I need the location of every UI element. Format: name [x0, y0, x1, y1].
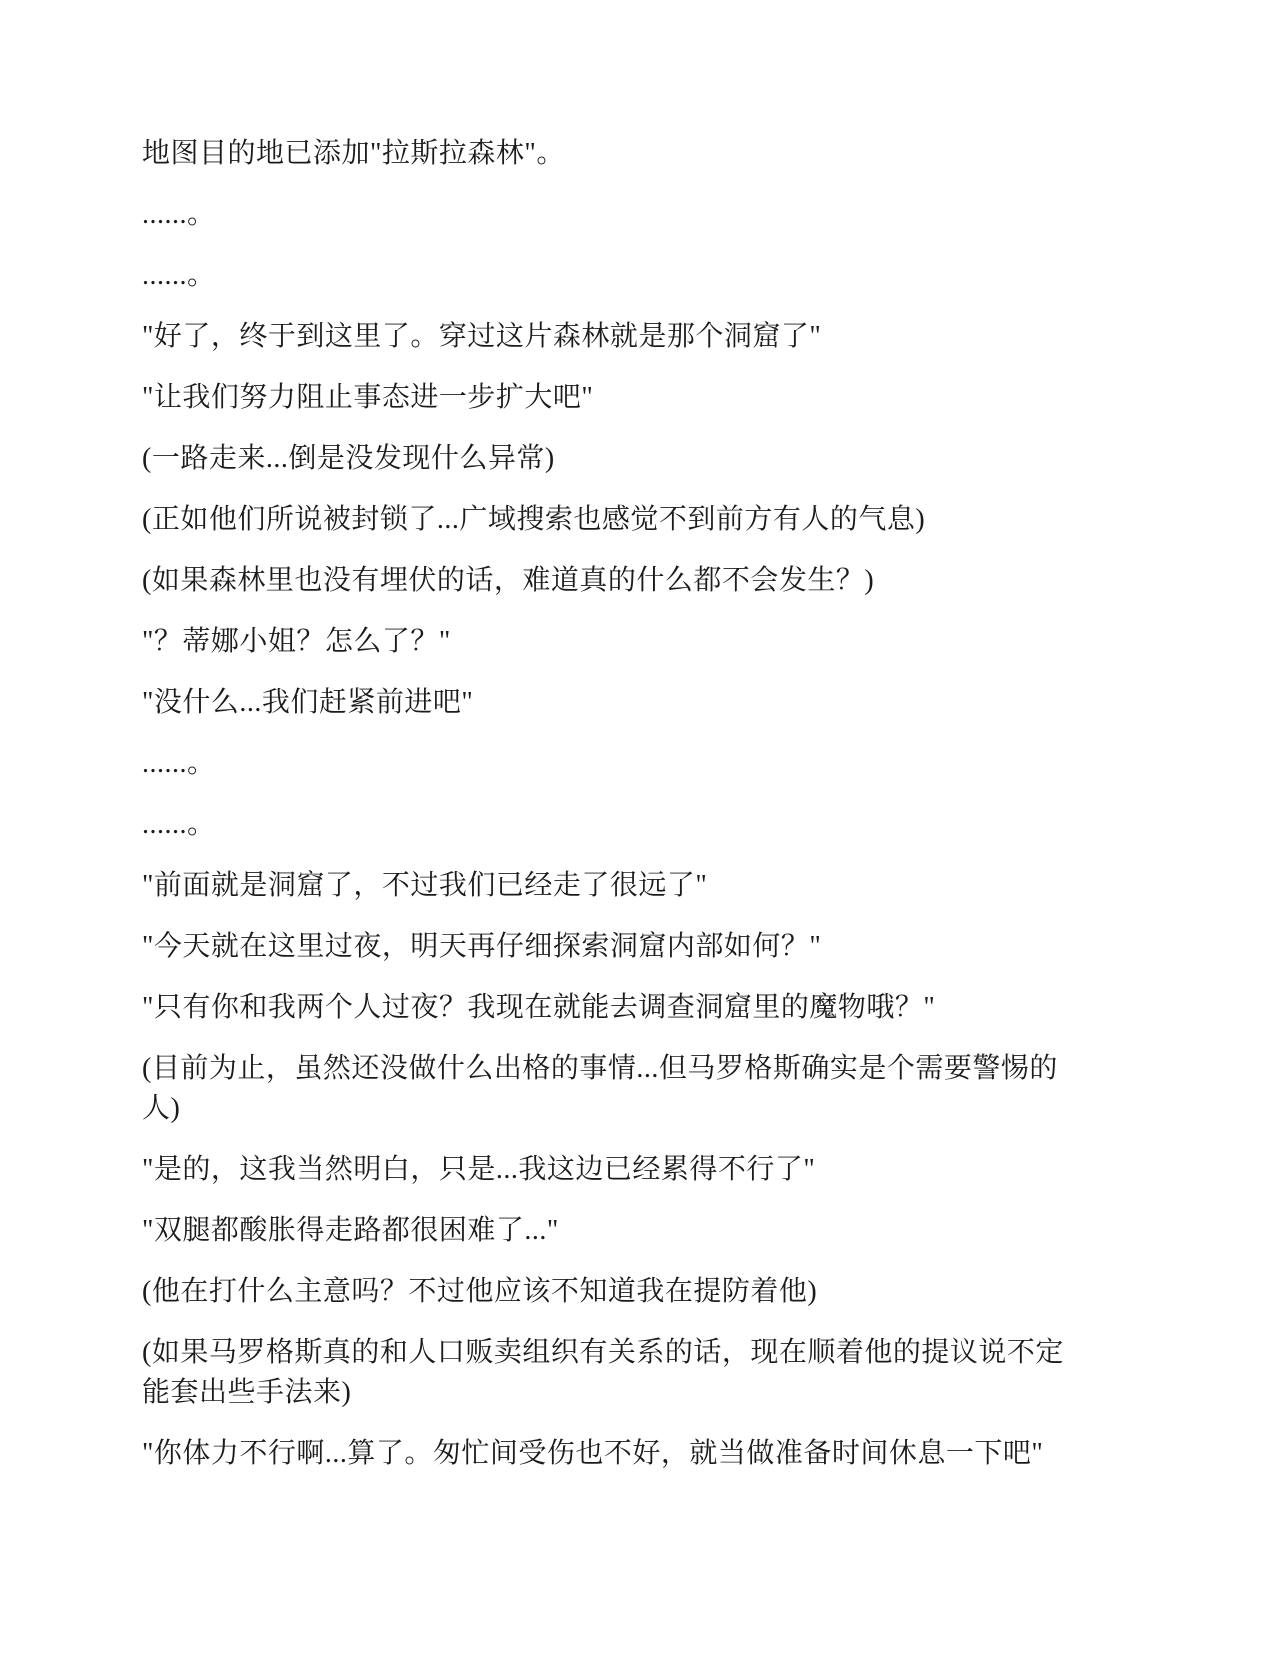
paragraph-dialogue: "让我们努力阻止事态进一步扩大吧"	[142, 382, 594, 413]
paragraph-dialogue: "今天就在这里过夜，明天再仔细探索洞窟内部如何？"	[142, 931, 822, 962]
paragraph-monologue: (一路走来...倒是没发现什么异常)	[142, 443, 555, 474]
paragraph-ellipsis: ......。	[142, 260, 216, 291]
paragraph-dialogue: "没什么...我们赶紧前进吧"	[142, 687, 474, 718]
paragraph-monologue: (他在打什么主意吗？不过他应该不知道我在提防着他)	[142, 1276, 818, 1307]
paragraph-monologue: (目前为止，虽然还没做什么出格的事情...但马罗格斯确实是个需要警惕的人)	[142, 1053, 1058, 1124]
paragraph-dialogue: "好了，终于到这里了。穿过这片森林就是那个洞窟了"	[142, 321, 822, 352]
paragraph-dialogue: "？蒂娜小姐？怎么了？"	[142, 626, 451, 657]
paragraph-dialogue: "前面就是洞窟了，不过我们已经走了很远了"	[142, 870, 708, 901]
paragraph-dialogue: "你体力不行啊...算了。匆忙间受伤也不好，就当做准备时间休息一下吧"	[142, 1438, 1044, 1469]
paragraph-monologue: (如果马罗格斯真的和人口贩卖组织有关系的话，现在顺着他的提议说不定能套出些手法来)	[142, 1337, 1064, 1408]
paragraph-ellipsis: ......。	[142, 748, 216, 779]
paragraph-ellipsis: ......。	[142, 199, 216, 230]
paragraph-dialogue: "只有你和我两个人过夜？我现在就能去调查洞窟里的魔物哦？"	[142, 992, 936, 1023]
paragraph-dialogue: "双腿都酸胀得走路都很困难了..."	[142, 1215, 559, 1246]
paragraph-monologue: (正如他们所说被封锁了...广域搜索也感觉不到前方有人的气息)	[142, 504, 926, 535]
paragraph-map-destination: 地图目的地已添加"拉斯拉森林"。	[142, 138, 565, 169]
paragraph-monologue: (如果森林里也没有埋伏的话，难道真的什么都不会发生？)	[142, 565, 875, 596]
paragraph-dialogue: "是的，这我当然明白，只是...我这边已经累得不行了"	[142, 1154, 816, 1185]
paragraph-ellipsis: ......。	[142, 809, 216, 840]
